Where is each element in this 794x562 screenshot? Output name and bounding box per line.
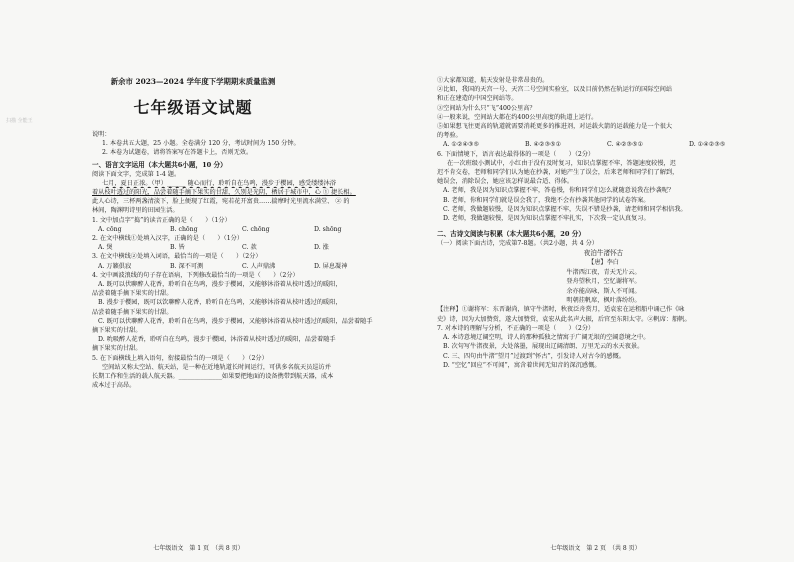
option: C. chōng <box>242 225 270 233</box>
question-7-option: D. “空忆”回应“不可闻”，寓含着世间无知音的深沉感慨。 <box>443 361 601 369</box>
question-4-option: 摘下果实的甘甜。 <box>92 327 142 335</box>
question-4: 4. 文中画波浪线的句子存在语病，下列修改最恰当的一项是（ ）（2分） <box>92 271 299 279</box>
question-7-option: A. 本诗意境辽阔空明，诗人的那种孤独之情寓于广阔无垠的空阔意境之中。 <box>443 334 650 342</box>
option: D. 屏息凝神 <box>314 262 348 270</box>
question-6-text: 在一次班级小测试中，小红由于没有及时复习，知识点掌握不牢，答题速度较慢，迟 <box>447 159 676 167</box>
question-3: 3. 在文中横线②处填入词语，最恰当的一项是（ ）（2分） <box>92 253 262 261</box>
poem-line: 余亦能高咏，斯人不可闻。 <box>566 287 641 295</box>
option: A. 万籁俱寂 <box>98 262 132 270</box>
faded-watermark: 扫描 全能王 <box>6 118 33 124</box>
question-6-text: 迟不肯交卷，老师和同学们认为她在抄袭，对她产生了误会，后来老师和同学们了解到， <box>437 169 679 177</box>
option: C. ④②③⑤① <box>607 141 644 149</box>
option: A. cōng <box>98 225 122 233</box>
option: C. 人声鼎沸 <box>242 262 276 270</box>
q5-sentence: 和正在建造的中国空间站等。 <box>437 95 518 103</box>
page-footer: 七年级语文 第 1 页 （共 8 页） <box>153 545 244 552</box>
question-6-option: B. 老师，你和同学们就是误会我了，我绝不会有抄袭其他同学的试卷答案。 <box>443 196 650 204</box>
poem-line: 登舟望秋月，空忆谢将军。 <box>566 278 641 286</box>
q5-sentence: ②比如，我国的天宫一号、天宫二号空间实验室，以及目前仍然在轨运行的国际空间站 <box>437 86 673 94</box>
question-4-option: 品尝着随手摘下果实的甘甜。 <box>92 290 173 298</box>
exam-page-2 <box>397 0 794 562</box>
exam-header: 新余市 2023—2024 学年度下学期期末质量监测 <box>110 77 276 86</box>
question-7: 7. 对本诗的理解与分析，不正确的一项是（ ）（2分） <box>437 324 595 332</box>
question-5: 5. 在下面横线上填入语句，衔接最恰当的一项是（ ）（2分） <box>92 354 268 362</box>
section-1-title: 一、语言文字运用（本大题共6小题，10 分） <box>92 160 227 169</box>
question-6-text: 她误会，消除误会，她应该怎样说最合适、得体。 <box>437 178 574 186</box>
passage-line: 此人心诗，三杯两盏清淡下，脸上便现了红霞，宛若花开富贵……揣摩时光里流水满堂、 ② 的 <box>92 198 350 206</box>
question-6-option: D. 老师，我做题较慢，是因为知识点掌握不牢扎实，下次我一定认真复习。 <box>443 215 650 223</box>
question-4-option: 品尝着随手摘下果实的甘甜。 <box>92 308 173 316</box>
poem-note: 史》诗，因为大加赞赏，遂大加赞赏，袁宏从此名声大振，后官至东阳太守。②帆席：船帆。 <box>437 315 691 323</box>
passage-line: 着从枝叶透过的阳光，品尝着随手摘下果实的甘甜，久别是光阴，栖居于城市中，心 ① 捷长相。 <box>92 189 356 197</box>
question-4-option: 摘下果实的甘甜。 <box>92 345 142 353</box>
question-6-option: A. 老师，我是因为知识点掌握不牢，答卷慢，你和同学们怎么就随意说我在抄袭呢？ <box>443 187 675 195</box>
question-5-text: 成本过于高昂。 <box>92 382 136 390</box>
option: B. 皆 <box>170 244 185 252</box>
option: D. shōng <box>314 225 342 233</box>
option: D. 涨 <box>314 244 329 252</box>
passage-line: 林间，陶渊明诗里的田园生活。 <box>92 207 179 215</box>
sub-section-intro: （一）阅读下面古诗，完成第7-8题。（共2小题，共 4 分） <box>437 240 598 248</box>
reading-intro: 阅读下面文字，完成第 1-4 题。 <box>92 170 181 178</box>
option: B. chōng <box>170 225 198 233</box>
question-1-options <box>92 225 383 234</box>
q5-sentence: ③空间站为什么只“飞”400公里高？ <box>437 104 536 112</box>
question-5-options <box>437 140 770 149</box>
notes-label: 说明： <box>92 131 111 138</box>
question-3-options <box>92 262 383 271</box>
note-line: 1. 本卷共五大题，25 小题。全卷满分 120 分，考试时间为 150 分钟。 <box>102 140 300 148</box>
exam-title: 七年级语文试题 <box>133 98 253 117</box>
option: A. ①②④③⑤ <box>443 141 480 149</box>
passage-line: 七月，夏日正浓。（甲）______ 随心而行，聆听自在鸟鸣，漫步于樱园，感受缕缕沐浴 <box>102 179 336 187</box>
poem-title: 夜泊牛渚怀古 <box>583 249 624 258</box>
section-2-title: 二、古诗文阅读与积累（本大题共6小题，20 分） <box>437 230 585 239</box>
poem-line: 牛渚西江夜，青天无片云。 <box>566 268 641 276</box>
question-2-options <box>92 243 383 252</box>
option: D. ①④②③⑤ <box>689 141 726 149</box>
question-5-text: 长期工作和生活的载人航天器。______________如果要把地面的设备携带到航天器，成本 <box>92 373 334 381</box>
question-6-option: C. 老师，我做题较慢，是因为知识点掌握不牢，失误不错是抄袭，请老师和同学相信我。 <box>443 205 687 213</box>
poem-line: 明朝挂帆席，枫叶落纷纷。 <box>566 297 641 305</box>
poem-note: 【注释】①谢将军：东晋谢尚，镇守牛渚时，秋夜泛舟赏月，适袁宏在运租船中诵己作《咏 <box>437 306 685 314</box>
question-4-option: D. 吮吸醉人花香，聆听自在鸟鸣，漫步于樱园，沐浴着从枝叶透过的暖阳，品尝着随手 <box>98 336 336 344</box>
question-1: 1. 文中加点字“捣”的读音正确的是（ ）（1分） <box>92 216 231 224</box>
question-5-text: 空间站又称太空站、航天站，是一种在近地轨道长时间运行，可供多名航天员巡访并 <box>102 363 331 371</box>
option: C. 款 <box>242 244 257 252</box>
option: B. 深不可测 <box>170 262 204 270</box>
question-4-option: B. 漫步于樱园，既可以饮聊醉人花香，聆听自在鸟鸣，又能够沐浴着从枝叶透过的暖阳， <box>98 299 342 307</box>
q5-sentence: 的考验。 <box>437 132 462 140</box>
option: B. ④②③⑤① <box>525 141 562 149</box>
option: A. 煲 <box>98 244 113 252</box>
q5-sentence: ⑤如果想飞往更高的轨道就需要消耗更多的推进剂，对运载火箭的运载能力是一个很大 <box>437 123 673 131</box>
question-7-option: C. 三、四句由牛渚“望月”过渡到“怀古”，引发诗人对古今的感慨。 <box>443 352 625 360</box>
question-6: 6. 下面情境下，语言表达最得体的一项是（ ）（2分） <box>437 150 595 158</box>
question-2: 2. 在文中横线①处填入汉字，正确的是（ ）（1分） <box>92 235 244 243</box>
question-7-option: B. 次句写牛渚夜景，大处落墨，展现出辽阔清朗、万里无云的水天夜景。 <box>443 343 644 351</box>
page-footer: 七年级语文 第 2 页 （共 8 页） <box>550 545 641 552</box>
poem-author: 【唐】李白 <box>588 259 619 267</box>
note-line: 2. 本卷为试题卷，请将答案写在答题卡上，否则无效。 <box>102 149 253 157</box>
question-4-option: A. 既可以伏聊醉人花香，聆听自在鸟鸣，漫步于樱园，又能够沐浴着从枝叶透过的暖阳， <box>98 281 342 289</box>
q5-sentence: ④一般来说，空间站大都在约400公里高度的轨道上运行。 <box>437 113 598 121</box>
question-4-option: C. 既可以伏聊醉人花香，聆听自在鸟鸣，漫步于樱园，又能够沐浴着从枝叶透过的暖阳，品尝着随手 <box>98 317 373 325</box>
q5-sentence: ①大家都知道，航天发射是非常昂贵的。 <box>437 77 549 84</box>
